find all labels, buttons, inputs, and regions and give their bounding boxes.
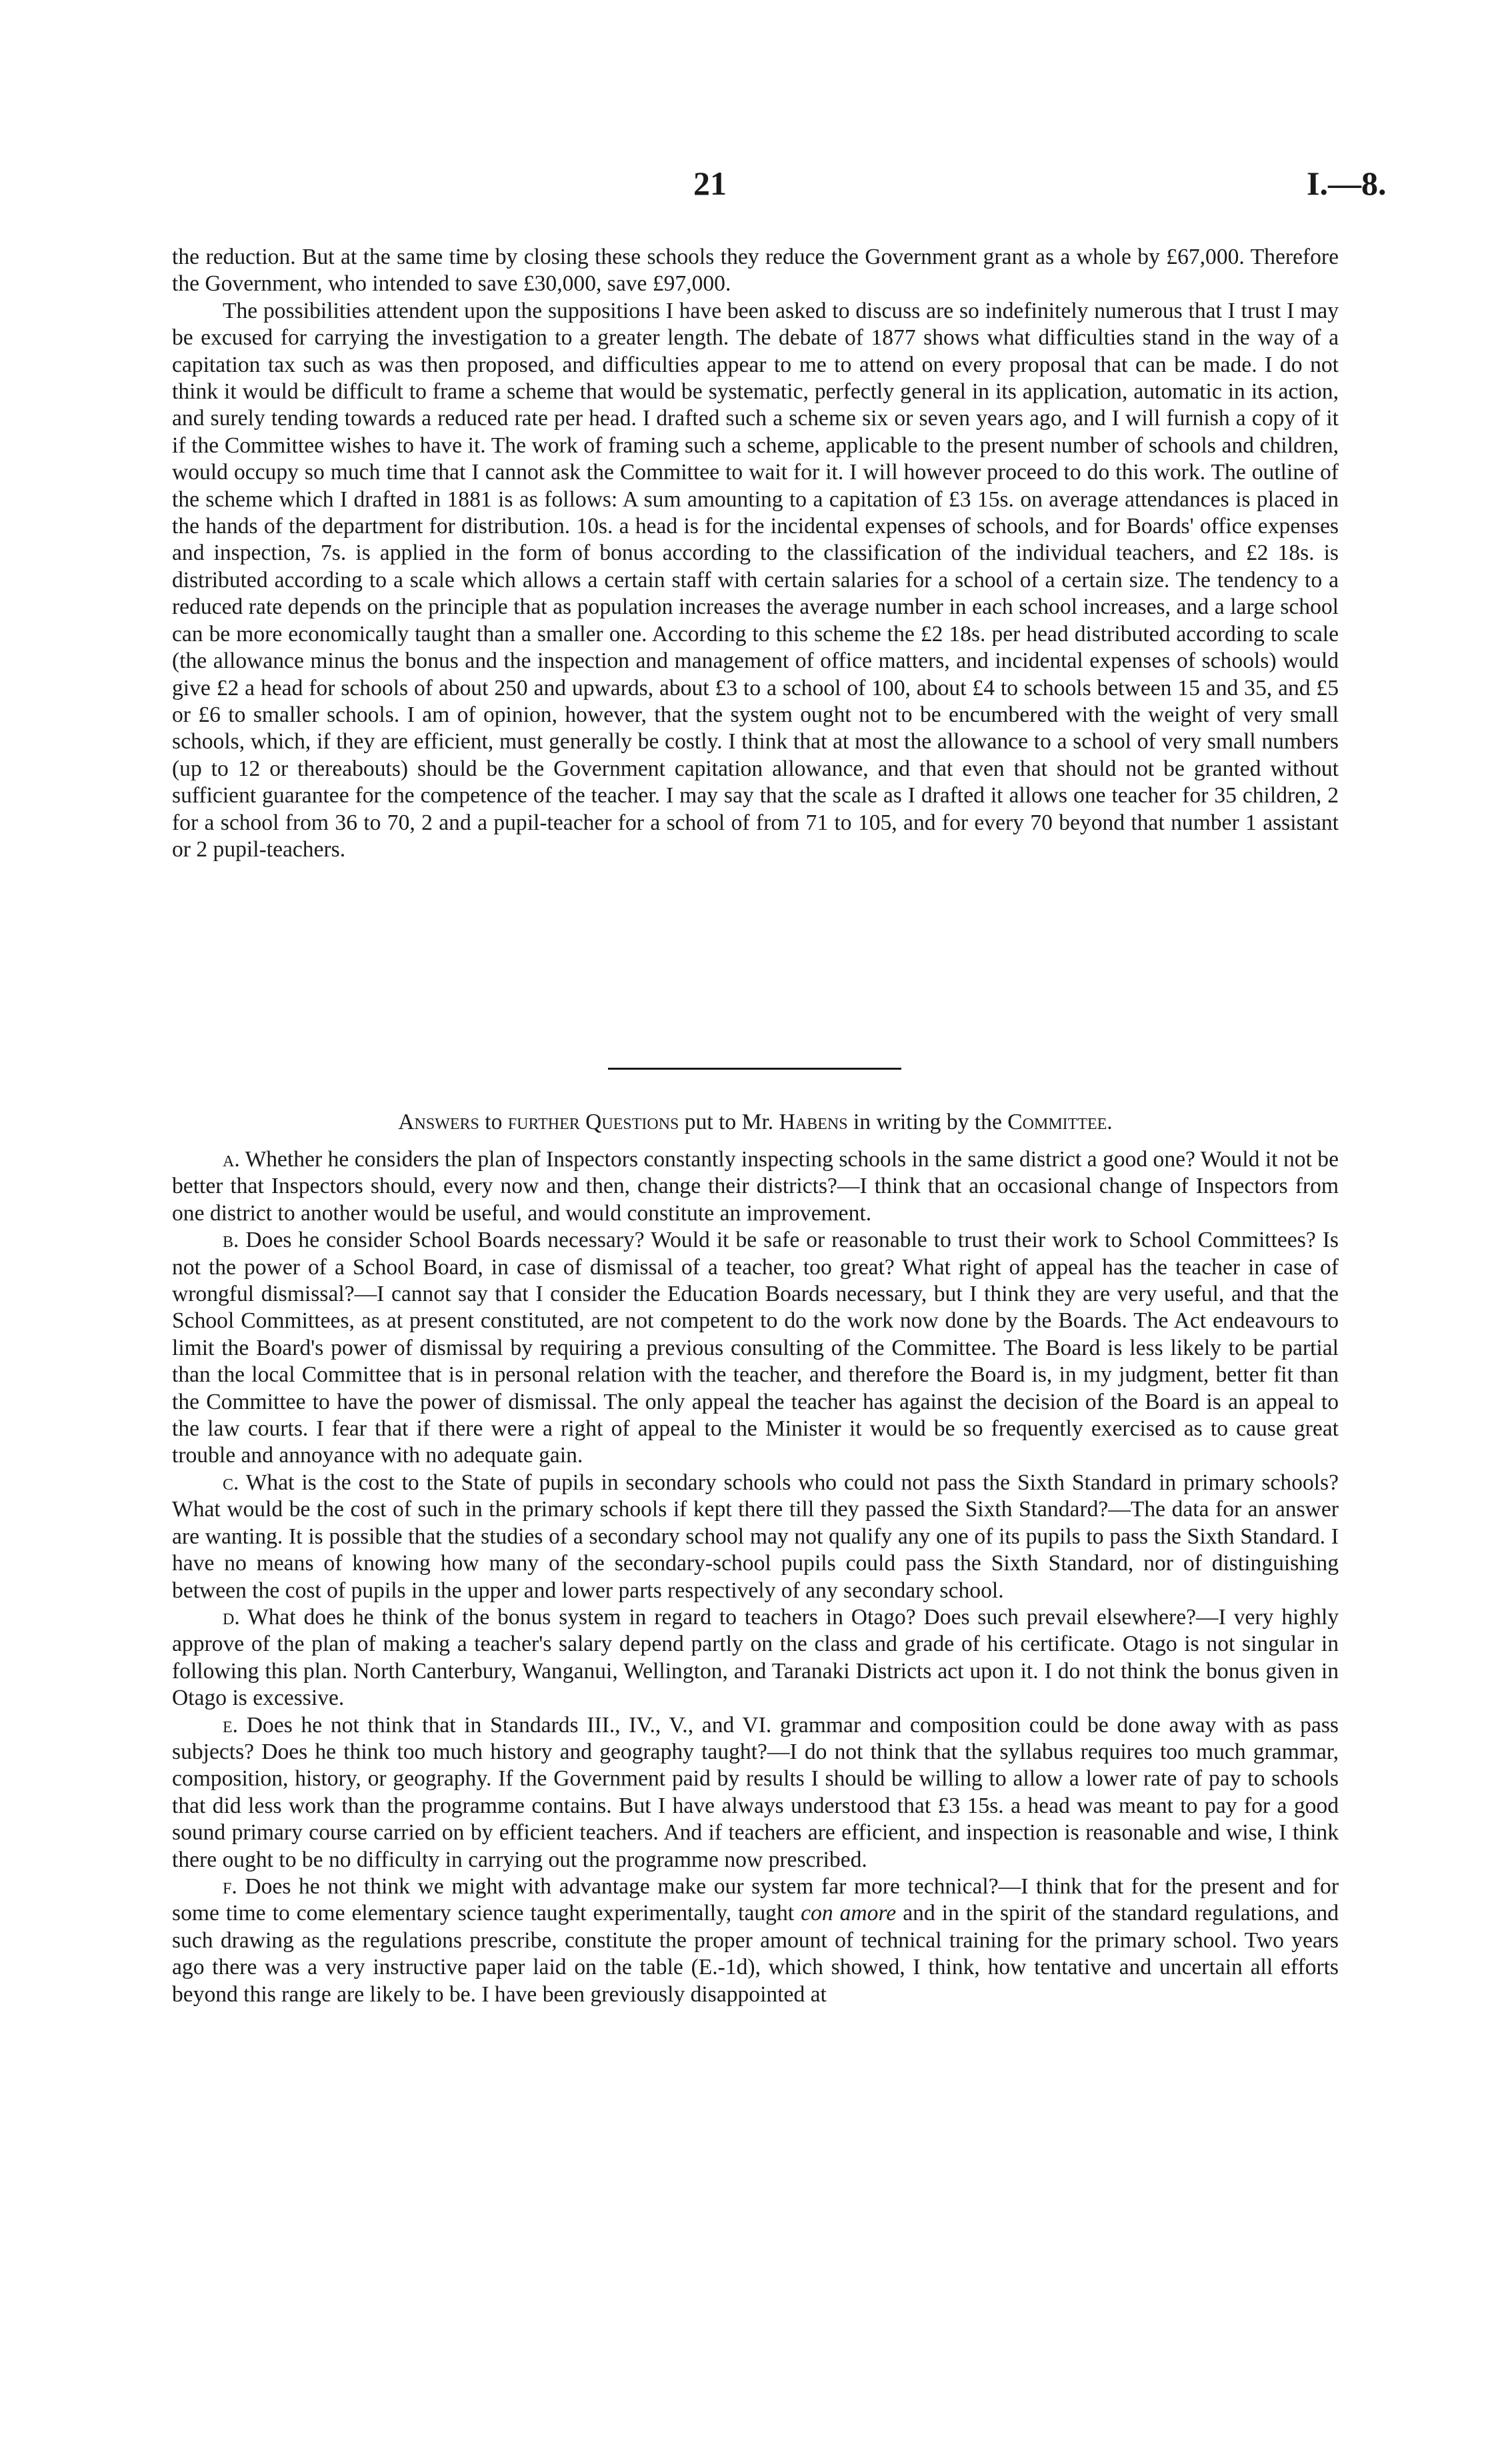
heading-in-writing: in writing by the [853,1110,1002,1134]
report-code: I.—8. [1307,165,1387,202]
page-header [0,164,1512,204]
answer-letter: d. [223,1604,240,1630]
answer-b [172,1227,1339,1470]
heading-habens: Habens [779,1110,848,1134]
answer-d [172,1604,1339,1712]
heading-further-questions: further Questions [507,1110,679,1134]
heading-to: to [485,1110,503,1134]
answer-f [172,1873,1339,2008]
answer-text: Does he not think that in Standards III., IV., V., and VI. grammar and composition could be done away with as pass subjects? Does he think too much history and geography taught?—I do not think that the syllabus requires too much grammar, composition, history, or geography. If the Government paid by results I should be willing to allow a lower rate of pay to schools that did less work than the programme contains. But I have always understood that £3 15s. a head was meant to pay for a good sound primary course carried on by efficient teachers. And if teachers are efficient, and inspection is reasonable and wise, I think there ought to be no difficulty in carrying out the programme now prescribed. [172,1712,1339,1872]
answer-c [172,1470,1339,1604]
answer-text-before: Does he not think we might with advantage make our system far more technical?—I think that for the present and for some time to come elementary science taught experimentally, taught [172,1873,1339,1926]
answer-letter: b. [223,1228,239,1253]
section-heading [172,1110,1339,1135]
answer-letter: e. [223,1712,239,1738]
answer-letter: f. [223,1873,237,1899]
answers-block [172,1146,1339,2008]
heading-committee: Committee. [1007,1110,1113,1134]
section-divider [608,1068,901,1070]
page-number: 21 [693,165,727,202]
answer-letter: a. [223,1147,240,1172]
intro-text [172,244,1339,863]
answer-a [172,1146,1339,1227]
answer-text-after: and in the spirit of the standard regulations, and such drawing as the regulations prescribe, constitute the proper amount of technical training for the primary school. Two years ago there was a very instructive paper laid on the table (E.-1d), which showed, I think, how tentative and uncertain all efforts beyond this range are likely to be. I have been greviously disappointed at [172,1901,1339,2007]
answer-e [172,1712,1339,1873]
heading-put-to: put to Mr. [684,1110,774,1134]
answer-text: Whether he considers the plan of Inspectors constantly inspecting schools in the same district a good one? Would it not be better that Inspectors should, every now and then, change their districts?—I think that an occasional change of Inspectors from one district to another would be useful, and would constitute an improvement. [172,1147,1339,1226]
paragraph-scheme: The possibilities attendent upon the suppositions I have been asked to discuss are so indefinitely numerous that I trust I may be excused for carrying the investigation to a greater length. The debate of 1877 shows what difficulties stand in the way of a capitation tax such as was then proposed, and difficulties appear to me to attend on every proposal that can be made. I do not think it would be difficult to frame a scheme that would be systematic, perfectly general in its application, automatic in its action, and surely tending towards a reduced rate per head. I drafted such a scheme six or seven years ago, and I will furnish a copy of it if the Committee wishes to have it. The work of framing such a scheme, applicable to the present number of schools and children, would occupy so much time that I cannot ask the Committee to wait for it. I will however proceed to do this work. The outline of the scheme which I drafted in 1881 is as follows: A sum amounting to a capitation of £3 15s. on average attendances is placed in the hands of the department for distribution. 10s. a head is for the incidental expenses of schools, and for Boards' office expenses and inspection, 7s. is applied in the form of bonus according to the classification of the individual teachers, and £2 18s. is distributed according to a scale which allows a certain staff with certain salaries for a school of a certain size. The tendency to a reduced rate depends on the principle that as population increases the average number in each school increases, and a large school can be more economically taught than a smaller one. According to this scheme the £2 18s. per head distributed according to scale (the allowance minus the bonus and the inspection and management of office matters, and incidental expenses of schools) would give £2 a head for schools of about 250 and upwards, about £3 to a school of 100, about £4 to schools between 15 and 35, and £5 or £6 to smaller schools. I am of opinion, however, that the system ought not to be encumbered with the weight of very small schools, which, if they are efficient, must generally be costly. I think that at most the allowance to a school of very small numbers (up to 12 or thereabouts) should be the Government capitation allowance, and that even that should not be granted without sufficient guarantee for the competence of the teacher. I may say that the scale as I drafted it allows one teacher for 35 children, 2 for a school from 36 to 70, 2 and a pupil-teacher for a school of from 71 to 105, and for every 70 beyond that number 1 assistant or 2 pupil-teachers. [172,298,1339,862]
answer-italic-phrase: con amore [801,1901,897,1926]
paragraph-continuation: the reduction. But at the same time by closing these schools they reduce the Government grant as a whole by £67,000. Therefore the Government, who intended to save £30,000, save £97,000. [172,245,1339,297]
answer-text: What is the cost to the State of pupils in secondary schools who could not pass the Sixth Standard in primary schools? What would be the cost of such in the primary schools if kept there till they passed the Sixth Standard?—The data for an answer are wanting. It is possible that the studies of a secondary school may not qualify any one of its pupils to pass the Sixth Standard. I have no means of knowing how many of the secondary-school pupils could pass the Sixth Standard, nor of distinguishing between the cost of pupils in the upper and lower parts respectively of any secondary school. [172,1470,1339,1603]
answer-text: What does he think of the bonus system in regard to teachers in Otago? Does such prevail elsewhere?—I very highly approve of the plan of making a teacher's salary depend partly on the class and grade of his certificate. Otago is not singular in following this plan. North Canterbury, Wanganui, Wellington, and Taranaki Districts act upon it. I do not think the bonus given in Otago is excessive. [172,1604,1339,1711]
heading-answers: Answers [398,1110,479,1134]
answer-letter: c. [223,1470,239,1495]
answer-text: Does he consider School Boards necessary? Would it be safe or reasonable to trust their work to School Committees? Is not the power of a School Board, in case of dismissal of a teacher, too great? What right of appeal has the teacher in case of wrongful dismissal?—I cannot say that I consider the Education Boards necessary, but I think they are very useful, and that the School Committees, as at present constituted, are not competent to do the work now done by the Boards. The Act endeavours to limit the Board's power of dismissal by requiring a previous consulting of the Committee. The Board is less likely to be partial than the local Committee that is in personal relation with the teacher, and therefore the Board is, in my judgment, better fit than the Committee to have the power of dismissal. The only appeal the teacher has against the decision of the Board is an appeal to the law courts. I fear that if there were a right of appeal to the Minister it would be so frequently exercised as to cause great trouble and annoyance with no adequate gain. [172,1228,1339,1468]
